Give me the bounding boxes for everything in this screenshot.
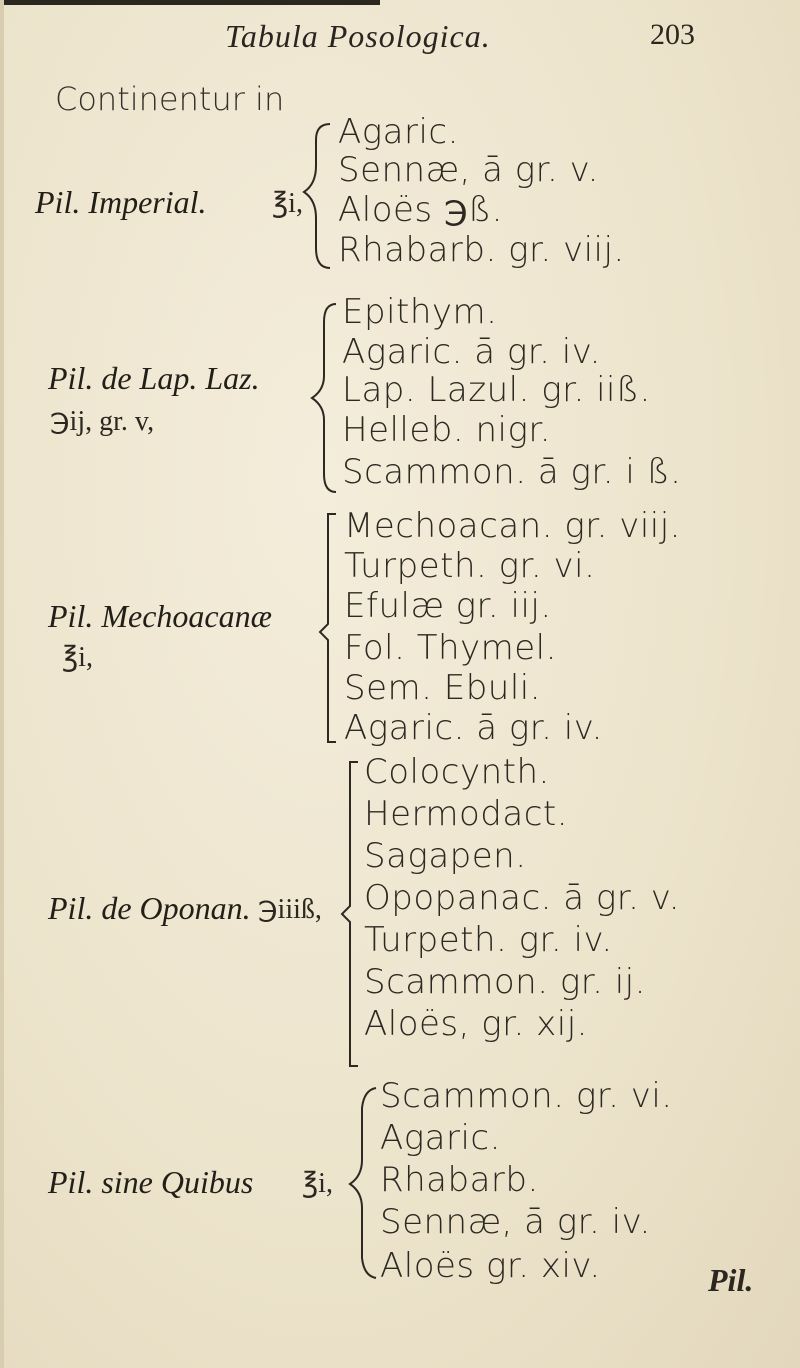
ingredient: Opopanac. ā gr. v. [364, 878, 681, 918]
ingredient: Turpeth. gr. iv. [364, 920, 613, 960]
ingredient: Scammon. gr. vi. [380, 1076, 673, 1116]
ingredient: Fol. Thymel. [344, 628, 557, 668]
intro-line: Continentur in [55, 80, 285, 118]
ingredient: Agaric. ā gr. iv. [342, 332, 601, 372]
ingredient: Sennæ, ā gr. iv. [380, 1202, 651, 1242]
formula-dose: ℥i, [62, 642, 93, 673]
formula-name: Pil. de Oponan. [48, 890, 251, 926]
ingredient: Helleb. nigr. [342, 410, 552, 450]
page-edge-left [0, 0, 4, 1368]
ingredient: Mechoacan. gr. viij. [344, 506, 681, 546]
formula-name: Pil. Mechoacanæ [48, 598, 272, 634]
ingredient: Sem. Ebuli. [344, 668, 542, 708]
brace [306, 298, 346, 498]
formula-dose: ℥i, [272, 188, 303, 219]
ingredient: Turpeth. gr. vi. [344, 546, 596, 586]
ingredient: Colocynth. [364, 752, 550, 792]
ingredient: Hermodact. [364, 794, 569, 834]
catchword: Pil. [708, 1262, 754, 1298]
brace [300, 118, 340, 278]
ingredient: Aloës, gr. xij. [364, 1004, 588, 1044]
ingredient: Efulæ gr. iij. [344, 586, 552, 626]
ingredient: Agaric. [380, 1118, 501, 1158]
running-head: Tabula Posologica. [225, 18, 491, 54]
ingredient: Agaric. ā gr. iv. [344, 708, 603, 748]
ingredient: Agaric. [338, 112, 459, 152]
ingredient: Scammon. ā gr. i ß. [342, 452, 682, 492]
formula-dose: ℈ij, gr. v, [50, 406, 155, 437]
ingredient: Lap. Lazul. gr. iiß. [342, 370, 651, 410]
page-edge-top [0, 0, 380, 5]
ingredient: Rhabarb. [380, 1160, 539, 1200]
ingredient: Aloës gr. xiv. [380, 1246, 601, 1286]
ingredient: Rhabarb. gr. viij. [338, 230, 625, 270]
ingredient: Scammon. gr. ij. [364, 962, 646, 1002]
ingredient: Sennæ, ā gr. v. [338, 150, 599, 190]
formula-name: Pil. de Lap. Laz. [48, 360, 260, 396]
formula-name: Pil. Imperial. [35, 184, 207, 220]
page-number: 203 [650, 18, 695, 51]
formula-name: Pil. sine Quibus [48, 1164, 254, 1200]
formula-dose: ℈iiiß, [258, 894, 322, 925]
ingredient: Sagapen. [364, 836, 527, 876]
ingredient: Epithym. [342, 292, 498, 332]
ingredient: Aloës ℈ß. [338, 190, 503, 230]
formula-dose: ℥i, [302, 1168, 333, 1199]
